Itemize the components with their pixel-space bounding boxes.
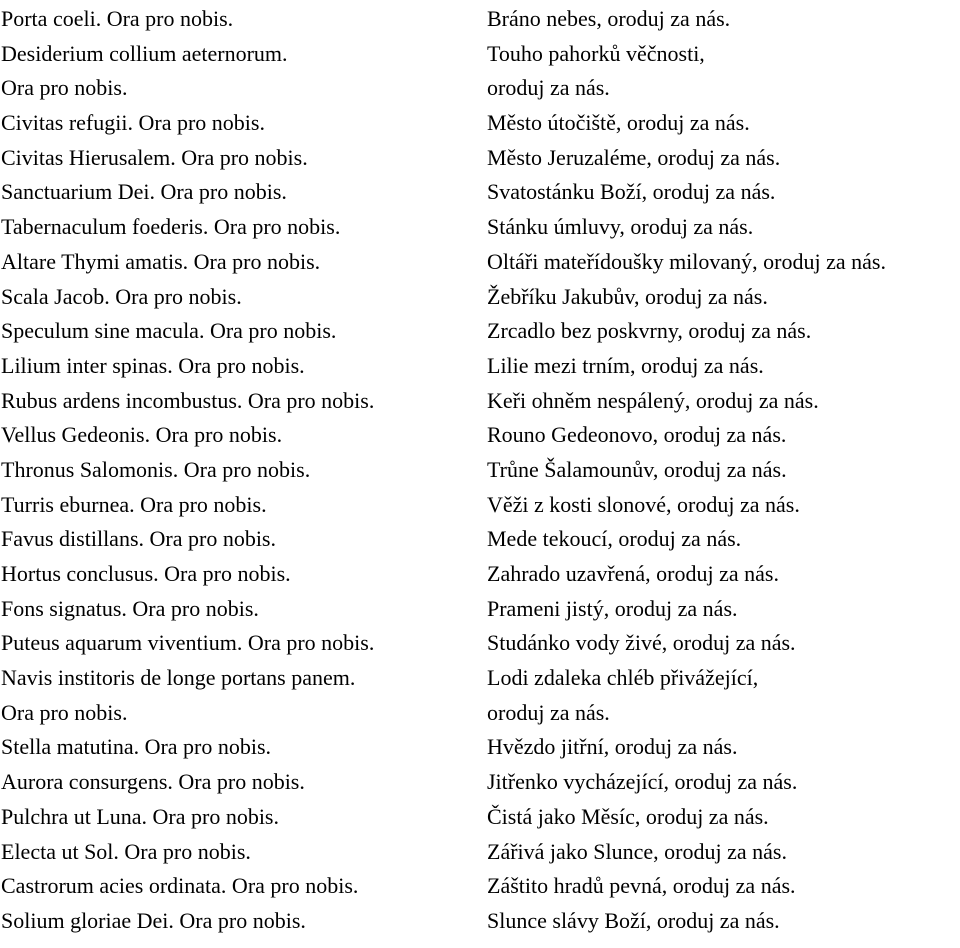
czech-line: Studánko vody živé, oroduj za nás.: [487, 630, 796, 656]
latin-line: Altare Thymi amatis. Ora pro nobis.: [1, 248, 321, 274]
latin-line: Favus distillans. Ora pro nobis.: [1, 526, 276, 552]
czech-line: Trůne Šalamounův, oroduj za nás.: [487, 456, 787, 482]
latin-line: Puteus aquarum viventium. Ora pro nobis.: [1, 630, 375, 656]
czech-line: Touho pahorků věčnosti,: [487, 40, 705, 66]
latin-line: Desiderium collium aeternorum.: [1, 40, 288, 66]
czech-line: oroduj za nás.: [487, 75, 610, 101]
czech-line: Mede tekoucí, oroduj za nás.: [487, 526, 742, 552]
czech-line: Lilie mezi trním, oroduj za nás.: [487, 352, 764, 378]
latin-line: Thronus Salomonis. Ora pro nobis.: [1, 456, 311, 482]
czech-line: Prameni jistý, oroduj za nás.: [487, 595, 738, 621]
latin-line: Hortus conclusus. Ora pro nobis.: [1, 561, 291, 586]
czech-line: Záštito hradů pevná, oroduj za nás.: [487, 873, 796, 899]
czech-line: Jitřenko vycházející, oroduj za nás.: [487, 769, 798, 795]
czech-line: Město útočiště, oroduj za nás.: [487, 110, 750, 136]
czech-line: Žebříku Jakubův, oroduj za nás.: [487, 283, 768, 309]
latin-line: Scala Jacob. Ora pro nobis.: [1, 283, 242, 309]
latin-line: Porta coeli. Ora pro nobis.: [1, 6, 234, 31]
czech-line: Město Jeruzaléme, oroduj za nás.: [487, 144, 781, 170]
czech-line: Slunce slávy Boží, oroduj za nás.: [487, 907, 780, 933]
czech-line: Hvězdo jitřní, oroduj za nás.: [487, 734, 738, 760]
latin-line: Pulchra ut Luna. Ora pro nobis.: [1, 803, 279, 829]
czech-line: Zářivá jako Slunce, oroduj za nás.: [487, 838, 787, 864]
latin-line: Vellus Gedeonis. Ora pro nobis.: [1, 422, 283, 448]
latin-line: Navis institoris de longe portans panem.: [1, 665, 356, 691]
latin-line: Civitas Hierusalem. Ora pro nobis.: [1, 144, 308, 170]
latin-line: Rubus ardens incombustus. Ora pro nobis.: [1, 387, 375, 413]
latin-line: Civitas refugii. Ora pro nobis.: [1, 110, 265, 136]
latin-column: [1, 2, 481, 939]
latin-line: Aurora consurgens. Ora pro nobis.: [1, 769, 305, 795]
czech-line: Lodi zdaleka chléb přivážející,: [487, 665, 759, 691]
czech-line: Stánku úmluvy, oroduj za nás.: [487, 214, 754, 240]
latin-line: Electa ut Sol. Ora pro nobis.: [1, 838, 251, 864]
czech-line: oroduj za nás.: [487, 699, 610, 725]
czech-column: [487, 2, 960, 939]
latin-line: Turris eburnea. Ora pro nobis.: [1, 491, 267, 517]
czech-line: Bráno nebes, oroduj za nás.: [487, 6, 731, 31]
latin-line: Solium gloriae Dei. Ora pro nobis.: [1, 907, 306, 933]
czech-line: Zrcadlo bez poskvrny, oroduj za nás.: [487, 318, 812, 344]
latin-line: Fons signatus. Ora pro nobis.: [1, 595, 259, 621]
latin-line: Stella matutina. Ora pro nobis.: [1, 734, 272, 760]
czech-line: Zahrado uzavřená, oroduj za nás.: [487, 561, 779, 586]
latin-line: Lilium inter spinas. Ora pro nobis.: [1, 352, 305, 378]
latin-line: Ora pro nobis.: [1, 75, 128, 101]
latin-line: Ora pro nobis.: [1, 699, 128, 725]
czech-line: Věži z kosti slonové, oroduj za nás.: [487, 491, 800, 517]
latin-line: Speculum sine macula. Ora pro nobis.: [1, 318, 337, 344]
latin-line: Castrorum acies ordinata. Ora pro nobis.: [1, 873, 359, 899]
latin-line: Tabernaculum foederis. Ora pro nobis.: [1, 214, 341, 240]
czech-line: Čistá jako Měsíc, oroduj za nás.: [487, 803, 769, 829]
czech-line: Svatostánku Boží, oroduj za nás.: [487, 179, 776, 205]
latin-line: Sanctuarium Dei. Ora pro nobis.: [1, 179, 287, 205]
czech-line: Keři ohněm nespálený, oroduj za nás.: [487, 387, 819, 413]
czech-line: Oltáři mateřídoušky milovaný, oroduj za nás.: [487, 248, 886, 274]
czech-line: Rouno Gedeonovo, oroduj za nás.: [487, 422, 787, 448]
